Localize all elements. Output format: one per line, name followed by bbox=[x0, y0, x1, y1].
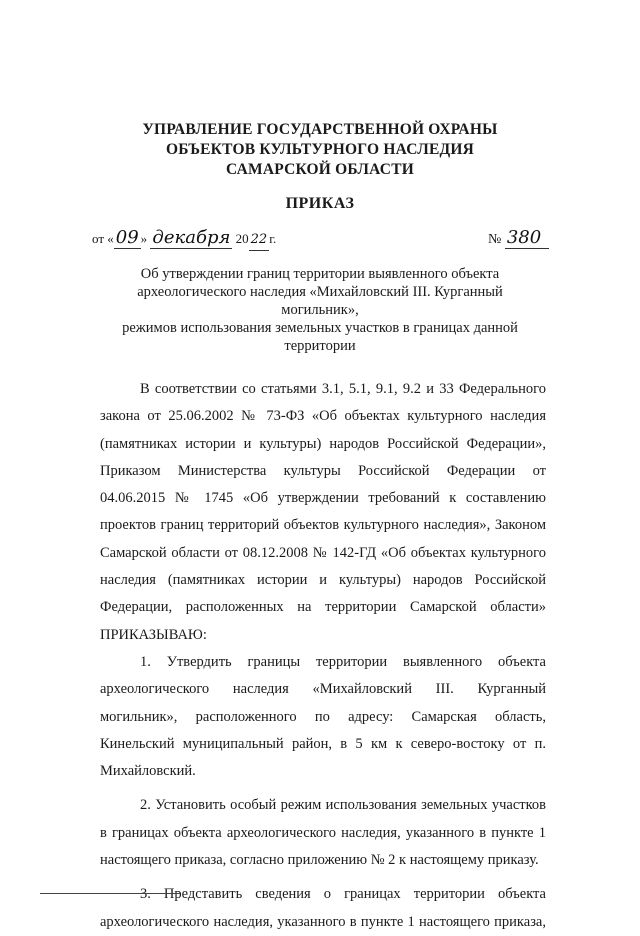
item-1: 1. Утвердить границы территории выявленного объекта археологического наследия «Михайловский III. Курганный могильник», расположенного по адресу: Самарская область, Кинельский муниципальный район, в 5 км к северо-востоку от п. Михайловский. bbox=[100, 653, 546, 780]
item-3: 3. Представить сведения о границах территории объекта археологического наследия, указанного в пункте 1 настоящего приказа, bbox=[100, 886, 546, 930]
document-title: ПРИКАЗ bbox=[285, 195, 355, 212]
date-prefix: от « bbox=[92, 231, 114, 246]
subject-line-4: территории bbox=[284, 338, 356, 354]
date-year-prefix: 20 bbox=[235, 231, 249, 246]
date-mid: » bbox=[140, 231, 148, 246]
subject-line-3: режимов использования земельных участков в границах данной bbox=[122, 320, 518, 336]
date-day: 09 bbox=[115, 227, 139, 248]
date-year-tail: г. bbox=[269, 231, 277, 246]
date-line bbox=[92, 228, 276, 251]
date-month: декабря bbox=[152, 227, 231, 248]
item-2: 2. Установить особый режим использования земельных участков в границах объекта археологического наследия, указанного в пункте 1 настоящего приказа, согласно приложению № 2 к настоящему приказу. bbox=[100, 797, 546, 869]
number-prefix: № bbox=[488, 232, 502, 247]
header-line-3: САМАРСКОЙ ОБЛАСТИ bbox=[225, 161, 414, 178]
order-subject bbox=[100, 265, 540, 355]
order-number bbox=[488, 228, 549, 249]
date-year-suffix: 22 bbox=[249, 230, 270, 251]
organization-header bbox=[0, 120, 640, 180]
subject-line-2: археологического наследия «Михайловский III. Курганный могильник», bbox=[137, 284, 503, 318]
preamble-paragraph: В соответствии со статьями 3.1, 5.1, 9.1, 9.2 и 33 Федерального закона от 25.06.2002 № 73-ФЗ «Об объектах культурного наследия (памятниках истории и культуры) народов Российской Федерации», Приказом Министерства культуры Российской Федерации от 04.06.2015 № 1745 «Об утверждении требований к составлению проектов границ территорий объектов культурного наследия», Законом Самарской области от 08.12.2008 № 142-ГД «Об объектах культурного наследия (памятниках истории и культуры) народов Российской Федерации, расположенных на территории Самарской области» ПРИКАЗЫВАЮ: bbox=[100, 381, 546, 643]
order-body bbox=[100, 376, 546, 936]
footnote-divider bbox=[40, 893, 180, 894]
header-line-1: УПРАВЛЕНИЕ ГОСУДАРСТВЕННОЙ ОХРАНЫ bbox=[142, 121, 498, 138]
number-value: 380 bbox=[505, 228, 549, 249]
subject-line-1: Об утверждении границ территории выявленного объекта bbox=[140, 266, 500, 282]
header-line-2: ОБЪЕКТОВ КУЛЬТУРНОГО НАСЛЕДИЯ bbox=[165, 141, 475, 158]
